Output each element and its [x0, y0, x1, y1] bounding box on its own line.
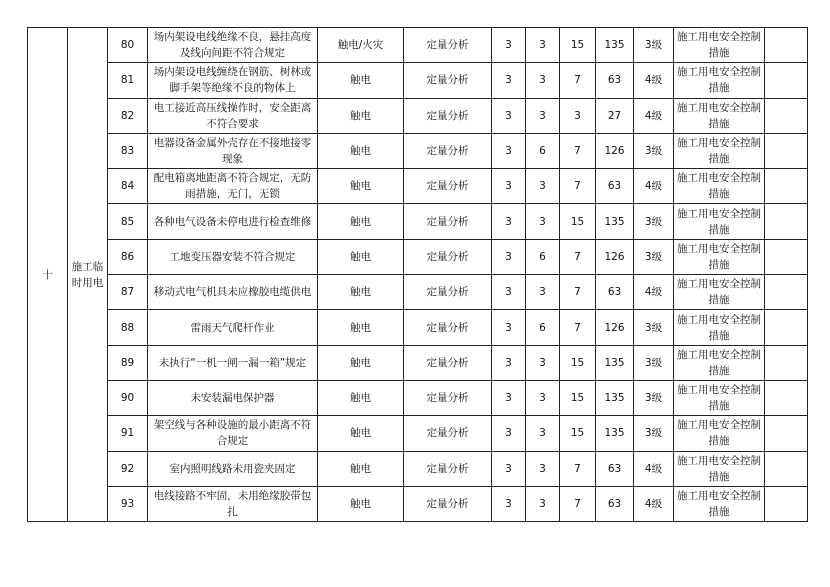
score-d: 135	[596, 204, 634, 239]
table-row	[28, 345, 808, 380]
row-id: 92	[108, 451, 148, 486]
score-c: 7	[560, 486, 596, 521]
score-e: 6	[526, 133, 560, 168]
table-row	[28, 380, 808, 415]
score-e: 3	[526, 98, 560, 133]
score-d: 63	[596, 275, 634, 310]
remarks	[765, 169, 808, 204]
control-measure: 施工用电安全控制措施	[674, 204, 765, 239]
table-row	[28, 486, 808, 521]
table-row	[28, 451, 808, 486]
score-d: 126	[596, 133, 634, 168]
table-row	[28, 239, 808, 274]
row-id: 87	[108, 275, 148, 310]
risk-level: 3级	[634, 239, 674, 274]
control-measure: 施工用电安全控制措施	[674, 416, 765, 451]
remarks	[765, 98, 808, 133]
score-c: 15	[560, 345, 596, 380]
analysis-method: 定量分析	[404, 63, 492, 98]
accident-type: 触电	[318, 63, 404, 98]
row-id: 89	[108, 345, 148, 380]
accident-type: 触电	[318, 133, 404, 168]
hazard-description: 雷雨天气爬杆作业	[148, 310, 318, 345]
accident-type: 触电	[318, 169, 404, 204]
remarks	[765, 380, 808, 415]
score-c: 7	[560, 169, 596, 204]
table-row	[28, 28, 808, 63]
score-d: 63	[596, 63, 634, 98]
risk-level: 4级	[634, 63, 674, 98]
score-d: 126	[596, 310, 634, 345]
table-row	[28, 310, 808, 345]
score-l: 3	[492, 310, 526, 345]
analysis-method: 定量分析	[404, 345, 492, 380]
row-id: 86	[108, 239, 148, 274]
remarks	[765, 416, 808, 451]
accident-type: 触电	[318, 345, 404, 380]
score-e: 6	[526, 239, 560, 274]
table-row	[28, 133, 808, 168]
remarks	[765, 451, 808, 486]
control-measure: 施工用电安全控制措施	[674, 98, 765, 133]
risk-level: 3级	[634, 28, 674, 63]
control-measure: 施工用电安全控制措施	[674, 486, 765, 521]
section-number: 十	[28, 28, 68, 522]
risk-level: 3级	[634, 204, 674, 239]
control-measure: 施工用电安全控制措施	[674, 310, 765, 345]
score-d: 63	[596, 169, 634, 204]
score-c: 3	[560, 98, 596, 133]
accident-type: 触电	[318, 239, 404, 274]
score-c: 7	[560, 451, 596, 486]
row-id: 85	[108, 204, 148, 239]
row-id: 83	[108, 133, 148, 168]
score-d: 63	[596, 451, 634, 486]
analysis-method: 定量分析	[404, 169, 492, 204]
score-e: 3	[526, 486, 560, 521]
score-c: 7	[560, 310, 596, 345]
score-l: 3	[492, 204, 526, 239]
accident-type: 触电	[318, 98, 404, 133]
hazard-description: 未执行“一机一闸一漏一箱”规定	[148, 345, 318, 380]
score-e: 3	[526, 275, 560, 310]
row-id: 90	[108, 380, 148, 415]
score-l: 3	[492, 275, 526, 310]
score-l: 3	[492, 239, 526, 274]
score-l: 3	[492, 345, 526, 380]
control-measure: 施工用电安全控制措施	[674, 133, 765, 168]
control-measure: 施工用电安全控制措施	[674, 380, 765, 415]
accident-type: 触电/火灾	[318, 28, 404, 63]
risk-level: 4级	[634, 98, 674, 133]
analysis-method: 定量分析	[404, 416, 492, 451]
row-id: 80	[108, 28, 148, 63]
analysis-method: 定量分析	[404, 133, 492, 168]
accident-type: 触电	[318, 380, 404, 415]
score-d: 126	[596, 239, 634, 274]
risk-level: 3级	[634, 416, 674, 451]
control-measure: 施工用电安全控制措施	[674, 451, 765, 486]
score-d: 27	[596, 98, 634, 133]
score-c: 7	[560, 275, 596, 310]
table-body	[28, 28, 808, 522]
score-e: 6	[526, 310, 560, 345]
hazard-description: 电器设备金属外壳存在不接地接零现象	[148, 133, 318, 168]
remarks	[765, 275, 808, 310]
hazard-description: 工地变压器安装不符合规定	[148, 239, 318, 274]
analysis-method: 定量分析	[404, 98, 492, 133]
accident-type: 触电	[318, 310, 404, 345]
score-e: 3	[526, 380, 560, 415]
analysis-method: 定量分析	[404, 310, 492, 345]
hazard-description: 各种电气设备未停电进行检查维修	[148, 204, 318, 239]
score-c: 7	[560, 239, 596, 274]
remarks	[765, 310, 808, 345]
remarks	[765, 204, 808, 239]
score-e: 3	[526, 204, 560, 239]
score-d: 135	[596, 345, 634, 380]
remarks	[765, 63, 808, 98]
score-l: 3	[492, 416, 526, 451]
score-d: 135	[596, 416, 634, 451]
control-measure: 施工用电安全控制措施	[674, 28, 765, 63]
score-e: 3	[526, 345, 560, 380]
control-measure: 施工用电安全控制措施	[674, 169, 765, 204]
score-l: 3	[492, 380, 526, 415]
remarks	[765, 239, 808, 274]
hazard-description: 电工接近高压线操作时，安全距离不符合要求	[148, 98, 318, 133]
hazard-description: 电线接路不牢固，未用绝缘胶带包扎	[148, 486, 318, 521]
score-e: 3	[526, 169, 560, 204]
risk-level: 4级	[634, 451, 674, 486]
score-l: 3	[492, 451, 526, 486]
risk-level: 3级	[634, 133, 674, 168]
row-id: 91	[108, 416, 148, 451]
analysis-method: 定量分析	[404, 275, 492, 310]
score-l: 3	[492, 486, 526, 521]
risk-level: 4级	[634, 486, 674, 521]
risk-level: 3级	[634, 310, 674, 345]
score-l: 3	[492, 133, 526, 168]
row-id: 81	[108, 63, 148, 98]
score-e: 3	[526, 451, 560, 486]
analysis-method: 定量分析	[404, 239, 492, 274]
analysis-method: 定量分析	[404, 204, 492, 239]
accident-type: 触电	[318, 416, 404, 451]
score-l: 3	[492, 98, 526, 133]
table-row	[28, 204, 808, 239]
score-e: 3	[526, 63, 560, 98]
table-row	[28, 98, 808, 133]
remarks	[765, 28, 808, 63]
analysis-method: 定量分析	[404, 451, 492, 486]
table-row	[28, 169, 808, 204]
table-row	[28, 63, 808, 98]
analysis-method: 定量分析	[404, 28, 492, 63]
hazard-description: 场内架设电线绝缘不良，悬挂高度及线向间距不符合规定	[148, 28, 318, 63]
hazard-description: 未安装漏电保护器	[148, 380, 318, 415]
hazard-description: 配电箱离地距离不符合规定，无防雨措施，无门，无锁	[148, 169, 318, 204]
control-measure: 施工用电安全控制措施	[674, 239, 765, 274]
remarks	[765, 345, 808, 380]
row-id: 88	[108, 310, 148, 345]
control-measure: 施工用电安全控制措施	[674, 345, 765, 380]
score-c: 15	[560, 28, 596, 63]
control-measure: 施工用电安全控制措施	[674, 63, 765, 98]
row-id: 84	[108, 169, 148, 204]
analysis-method: 定量分析	[404, 380, 492, 415]
score-c: 7	[560, 63, 596, 98]
hazard-description: 架空线与各种设施的最小距离不符合规定	[148, 416, 318, 451]
score-c: 15	[560, 416, 596, 451]
score-c: 15	[560, 380, 596, 415]
hazard-description: 场内架设电线缠绕在钢筋、树林或脚手架等绝缘不良的物体上	[148, 63, 318, 98]
analysis-method: 定量分析	[404, 486, 492, 521]
score-c: 7	[560, 133, 596, 168]
score-l: 3	[492, 169, 526, 204]
risk-level: 3级	[634, 345, 674, 380]
score-e: 3	[526, 28, 560, 63]
hazard-description: 室内照明线路未用瓷夹固定	[148, 451, 318, 486]
table-row	[28, 275, 808, 310]
risk-assessment-table	[27, 27, 808, 522]
section-category: 施工临时用电	[68, 28, 108, 522]
remarks	[765, 486, 808, 521]
remarks	[765, 133, 808, 168]
row-id: 93	[108, 486, 148, 521]
risk-level: 4级	[634, 169, 674, 204]
accident-type: 触电	[318, 486, 404, 521]
score-d: 135	[596, 28, 634, 63]
score-d: 135	[596, 380, 634, 415]
score-l: 3	[492, 28, 526, 63]
risk-level: 3级	[634, 380, 674, 415]
risk-level: 4级	[634, 275, 674, 310]
accident-type: 触电	[318, 204, 404, 239]
hazard-description: 移动式电气机具未应橡胶电缆供电	[148, 275, 318, 310]
score-d: 63	[596, 486, 634, 521]
accident-type: 触电	[318, 275, 404, 310]
accident-type: 触电	[318, 451, 404, 486]
row-id: 82	[108, 98, 148, 133]
score-e: 3	[526, 416, 560, 451]
score-c: 15	[560, 204, 596, 239]
score-l: 3	[492, 63, 526, 98]
control-measure: 施工用电安全控制措施	[674, 275, 765, 310]
table-row	[28, 416, 808, 451]
